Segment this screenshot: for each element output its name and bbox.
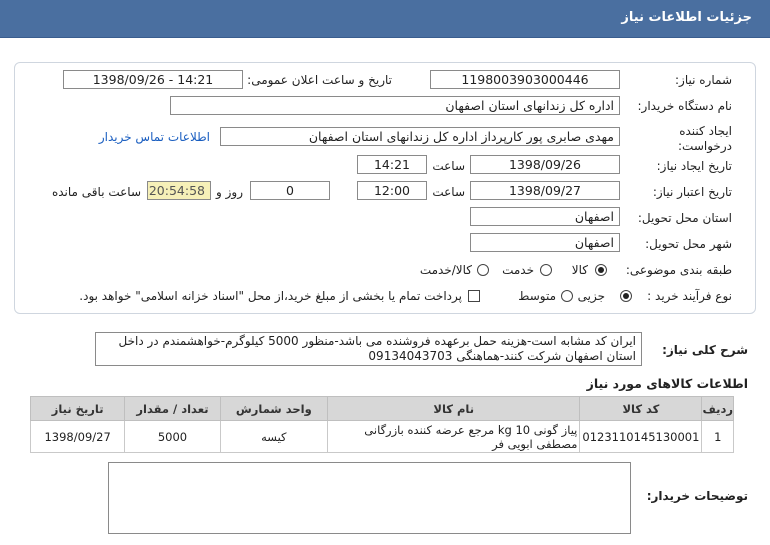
announce-label: تاریخ و ساعت اعلان عمومی: <box>247 73 392 87</box>
category-service-radio[interactable] <box>540 264 552 276</box>
unit-cell: کیسه <box>220 421 327 453</box>
col-item-name: نام کالا <box>328 397 580 421</box>
remaining-label: ساعت باقی مانده <box>51 185 141 199</box>
province-label: استان محل تحویل: <box>637 211 732 225</box>
announce-date-field: 1398/09/26 - 14:21 <box>63 70 243 89</box>
purchase-medium-radio[interactable] <box>561 290 573 302</box>
creator-label-1: ایجاد کننده <box>679 124 732 138</box>
validity-date-field: 1398/09/27 <box>470 181 620 200</box>
city-label: شهر محل تحویل: <box>645 237 732 251</box>
page-header <box>0 0 770 38</box>
buyer-org-field: اداره کل زندانهای استان اصفهان <box>170 96 620 115</box>
purchase-medium-label: متوسط <box>518 289 556 303</box>
items-table-header <box>31 397 734 421</box>
validity-label: تاریخ اعتبار نیاز: <box>652 185 732 199</box>
description-label: شرح کلی نیاز: <box>662 343 748 357</box>
category-service-label: خدمت <box>502 263 534 277</box>
category-goods-radio[interactable] <box>595 264 607 276</box>
table-row <box>31 421 734 453</box>
row-number-cell: 1 <box>702 421 734 453</box>
creator-field: مهدی صابری پور کارپرداز اداره کل زندانهای استان اصفهان <box>220 127 620 146</box>
col-row-number: ردیف <box>702 397 734 421</box>
create-time-field: 14:21 <box>357 155 427 174</box>
quantity-cell: 5000 <box>125 421 220 453</box>
need-date-cell: 1398/09/27 <box>31 421 125 453</box>
buyer-contact-link[interactable]: اطلاعات تماس خریدار <box>98 130 210 144</box>
items-section-title: اطلاعات کالاهای مورد نیاز <box>586 376 748 391</box>
buyer-notes-label: توضیحات خریدار: <box>646 489 748 503</box>
days-field: 0 <box>250 181 330 200</box>
purchase-type-label: نوع فرآیند خرید : <box>647 289 732 303</box>
treasury-payment-checkbox[interactable] <box>468 290 480 302</box>
province-field: اصفهان <box>470 207 620 226</box>
city-field: اصفهان <box>470 233 620 252</box>
create-date-label: تاریخ ایجاد نیاز: <box>656 159 732 173</box>
need-number-field: 1198003903000446 <box>430 70 620 89</box>
category-both-label: کالا/خدمت <box>419 263 472 277</box>
col-item-code: کد کالا <box>580 397 702 421</box>
creator-label-2: درخواست: <box>678 139 732 153</box>
items-table <box>30 396 734 453</box>
create-time-label: ساعت <box>432 159 465 173</box>
item-code-cell: 0123110145130001 <box>580 421 702 453</box>
purchase-minor-radio[interactable] <box>620 290 632 302</box>
buyer-notes-field <box>108 462 631 534</box>
buyer-org-label: نام دستگاه خریدار: <box>637 99 732 113</box>
item-name-cell: پیاز گونی 10 kg مرجع عرضه کننده بازرگانی مصطفی ابویی فر <box>328 421 580 453</box>
treasury-payment-note: پرداخت تمام یا بخشی از مبلغ خرید،از محل "اسناد خزانه اسلامی" خواهد بود. <box>79 289 462 303</box>
page-title: جزئیات اطلاعات نیاز <box>621 10 752 25</box>
col-need-date: تاریخ نیاز <box>31 397 125 421</box>
col-unit: واحد شمارش <box>220 397 327 421</box>
category-label: طبقه بندی موضوعی: <box>625 263 732 277</box>
col-quantity: تعداد / مقدار <box>125 397 220 421</box>
description-field: ایران کد مشابه است-هزینه حمل برعهده فروشنده می باشد-منظور 5000 کیلوگرم-خواهشمندم در داخل استان اصفهان شرکت کنند-هماهنگی 09134043703 <box>95 332 642 366</box>
days-label: روز و <box>216 185 243 199</box>
need-number-label: شماره نیاز: <box>675 73 732 87</box>
create-date-field: 1398/09/26 <box>470 155 620 174</box>
category-goods-label: کالا <box>571 263 588 277</box>
remaining-time-field: 20:54:58 <box>147 181 211 200</box>
validity-time-label: ساعت <box>432 185 465 199</box>
category-both-radio[interactable] <box>477 264 489 276</box>
validity-time-field: 12:00 <box>357 181 427 200</box>
purchase-minor-label: جزیی <box>577 289 605 303</box>
